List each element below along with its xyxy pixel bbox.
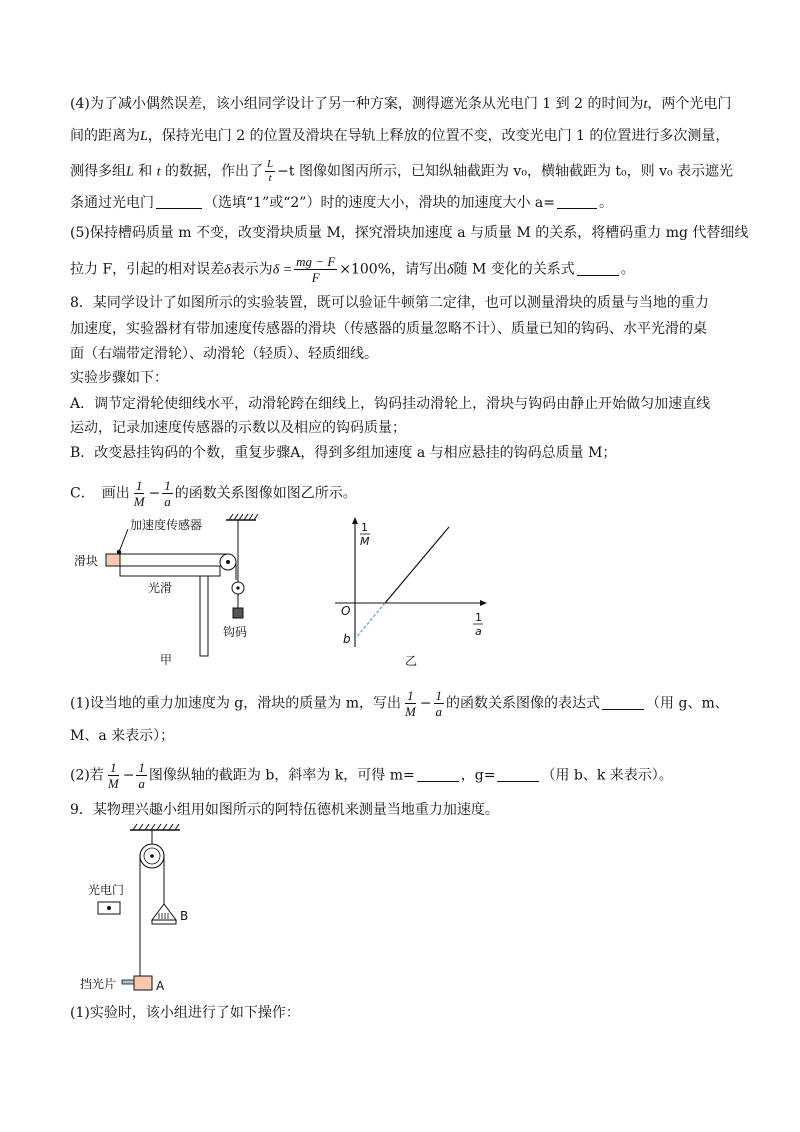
q7-p5-line1: (5)保持槽码质量 m 不变，改变滑块质量 M，探究滑块加速度 a 与质量 M 的关系，将槽码重力 mg 代替细线 <box>70 225 749 241</box>
one-over-m-fraction: $\frac{1}{M}$ <box>404 688 416 719</box>
l-over-t-fraction: $\frac{L}{t}$ <box>267 158 274 184</box>
y-axis-label-num: 1 <box>361 521 368 534</box>
q9-sub1: (1)实验时，该小组进行了如下操作： <box>70 1005 300 1021</box>
one-over-m-fraction: $\frac{1}{M}$ <box>107 760 119 791</box>
x-axis-label-den: a <box>475 625 482 638</box>
q7-p4-line2: 间的距离为L，保持光电门 2 的位置及滑块在导轨上释放的位置不变，改变光电门 1 的位置进行多次测量， <box>70 128 730 144</box>
answer-blank[interactable] <box>156 194 202 209</box>
q7-p4-line4: 条通过光电门 （选填“1”或“2”）时的速度大小，滑块的加速度大小 a= 。 <box>70 195 613 211</box>
one-over-a-fraction: $\frac{1}{a}$ <box>435 688 443 719</box>
caption-jia: 甲 <box>160 653 173 667</box>
q8-sub1-line2: M、a 来表示）； <box>70 728 175 744</box>
q7-p4-line1: (4)为了减小偶然误差，该小组同学设计了另一种方案，测得遮光条从光电门 1 到 2 的时间为t，两个光电门 <box>70 96 732 112</box>
one-over-a-fraction: $\frac{1}{a}$ <box>138 760 145 791</box>
smooth-label: 光滑 <box>148 581 173 595</box>
shade-label: 挡光片 <box>80 977 117 991</box>
answer-blank[interactable] <box>577 261 619 276</box>
q8-step-a-line1: A．调节定滑轮使细线水平，动滑轮跨在细线上，钩码挂动滑轮上，滑块与钩码由静止开始做匀加速直线 <box>70 396 711 412</box>
q8-step-c: C． 画出 $\frac{1}{M}$ − $\frac{1}{a}$ 的函数关系图像如图乙所示。 <box>70 478 357 509</box>
answer-blank[interactable] <box>417 767 459 782</box>
one-over-m-fraction: $\frac{1}{M}$ <box>133 478 145 509</box>
q8-sub2: (2)若 $\frac{1}{M}$ − $\frac{1}{a}$ 图像纵轴的截距为 b，斜率为 k，可得 m= ，g= （用 b、k 来表示）。 <box>70 760 673 791</box>
origin-label: O <box>341 604 351 618</box>
hook-label: 钩码 <box>223 625 248 639</box>
q8-line1: 8．某同学设计了如图所示的实验装置，既可以验证牛顿第二定律，也可以测量滑块的质量与当地的重力 <box>70 295 709 311</box>
atwood-machine-figure <box>80 822 230 1002</box>
q8-sub1-line1: (1)设当地的重力加速度为 g，滑块的质量为 m，写出 $\frac{1}{M}$ − $\frac{1}{a}$ 的函数关系图像的表达式 （用 g、m、 <box>70 688 729 719</box>
answer-blank[interactable] <box>557 194 597 209</box>
q8-step-b: B．改变悬挂钩码的个数，重复步骤A，得到多组加速度 a 与相应悬挂的钩码总质量 M； <box>70 445 617 461</box>
relative-error-fraction: $\frac{mg - F}{F}$ <box>296 254 336 285</box>
mass-b-label: B <box>180 909 189 923</box>
x-axis-label-num: 1 <box>475 611 482 624</box>
photogate-label: 光电门 <box>88 883 125 897</box>
one-over-a-fraction: $\frac{1}{a}$ <box>164 478 171 509</box>
q8-step-a-line2: 运动，记录加速度传感器的示数以及相应的钩码质量； <box>70 420 406 436</box>
answer-blank[interactable] <box>497 767 539 782</box>
graph-figure-yi <box>325 515 495 670</box>
q8-steps-title: 实验步骤如下： <box>70 370 168 386</box>
q8-line2: 加速度，实验器材有带加速度传感器的滑块（传感器的质量忽略不计）、质量已知的钩码、水平光滑的桌 <box>70 321 707 337</box>
q8-line3: 面（右端带定滑轮）、动滑轮（轻质）、轻质细线。 <box>70 346 378 362</box>
slider-label: 滑块 <box>74 554 99 568</box>
q7-p5-line2: 拉力 F，引起的相对误差δ表示为δ = $\frac{mg - F}{F}$ ×100%，请写出δ随 M 变化的关系式 。 <box>70 254 635 285</box>
q9-line1: 9．某物理兴趣小组用如图所示的阿特伍德机来测量当地重力加速度。 <box>70 802 499 818</box>
intercept-b-label: b <box>343 632 351 646</box>
apparatus-figure-jia <box>70 510 300 670</box>
y-axis-label-den: M <box>360 535 370 548</box>
caption-yi: 乙 <box>405 654 418 668</box>
q7-p4-line3: 测得多组L 和 t 的数据，作出了 $\frac{L}{t}$ −t 图像如图丙所示，已知纵轴截距为 v₀，横轴截距为 t₀，则 v₀ 表示遮光 <box>70 158 734 184</box>
answer-blank[interactable] <box>602 695 644 710</box>
mass-a-label: A <box>156 979 165 993</box>
sensor-label: 加速度传感器 <box>130 518 203 532</box>
